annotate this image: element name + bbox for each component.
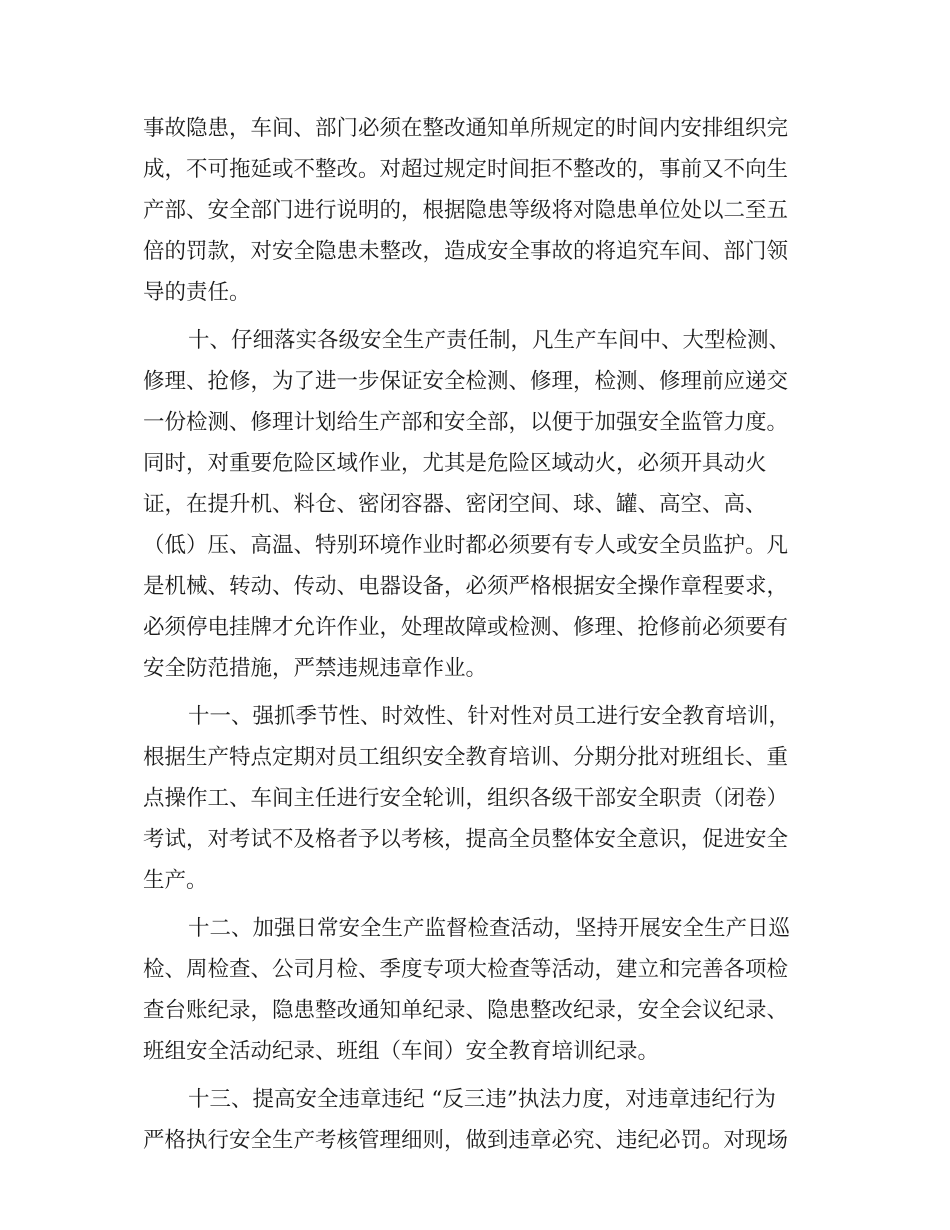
text-line: 同时，对重要危险区域作业，尤其是危险区域动火，必须开具动火	[143, 451, 767, 476]
text-line: （低）压、高温、特别环境作业时都必须要有专人或安全员监护。凡	[143, 533, 789, 558]
text-line: 证，在提升机、料仓、密闭容器、密闭空间、球、罐、高空、高、	[143, 492, 767, 517]
text-line: 是机械、转动、传动、电器设备，必须严格根据安全操作章程要求，	[143, 574, 789, 599]
text-line: 一份检测、修理计划给生产部和安全部，以便于加强安全监管力度。	[143, 410, 789, 435]
text-line: 导的责任。	[143, 280, 251, 305]
text-line: 十三、提高安全违章违纪 “反三违”执法力度，对违章违纪行为	[188, 1087, 776, 1112]
text-line: 生产。	[143, 868, 208, 893]
text-line: 十一、强抓季节性、时效性、针对性对员工进行安全教育培训，	[188, 704, 791, 729]
text-line: 倍的罚款，对安全隐患未整改，造成安全事故的将追究车间、部门领	[143, 239, 789, 264]
text-line: 点操作工、车间主任进行安全轮训，组织各级干部安全职责（闭卷）	[143, 786, 789, 811]
text-line: 成，不可拖延或不整改。对超过规定时间拒不整改的，事前又不向生	[143, 157, 789, 182]
text-line: 十二、加强日常安全生产监督检查活动，坚持开展安全生产日巡	[188, 916, 791, 941]
text-line: 严格执行安全生产考核管理细则，做到违章必究、违纪必罚。对现场	[143, 1128, 789, 1153]
text-line: 安全防范措施，严禁违规违章作业。	[143, 656, 488, 681]
text-line: 考试，对考试不及格者予以考核，提高全员整体安全意识，促进安全	[143, 827, 789, 852]
text-line: 班组安全活动纪录、班组（车间）安全教育培训纪录。	[143, 1039, 660, 1064]
text-line: 事故隐患，车间、部门必须在整改通知单所规定的时间内安排组织完	[143, 116, 789, 141]
text-line: 修理、抢修，为了进一步保证安全检测、修理，检测、修理前应递交	[143, 369, 789, 394]
text-line: 必须停电挂牌才允许作业，处理故障或检测、修理、抢修前必须要有	[143, 615, 789, 640]
text-line: 产部、安全部门进行说明的，根据隐患等级将对隐患单位处以二至五	[143, 198, 789, 223]
text-line: 查台账纪录，隐患整改通知单纪录、隐患整改纪录，安全会议纪录、	[143, 998, 789, 1023]
text-line: 根据生产特点定期对员工组织安全教育培训、分期分批对班组长、重	[143, 745, 789, 770]
text-line: 检、周检查、公司月检、季度专项大检查等活动，建立和完善各项检	[143, 957, 789, 982]
text-line: 十、仔细落实各级安全生产责任制，凡生产车间中、大型检测、	[188, 328, 791, 353]
